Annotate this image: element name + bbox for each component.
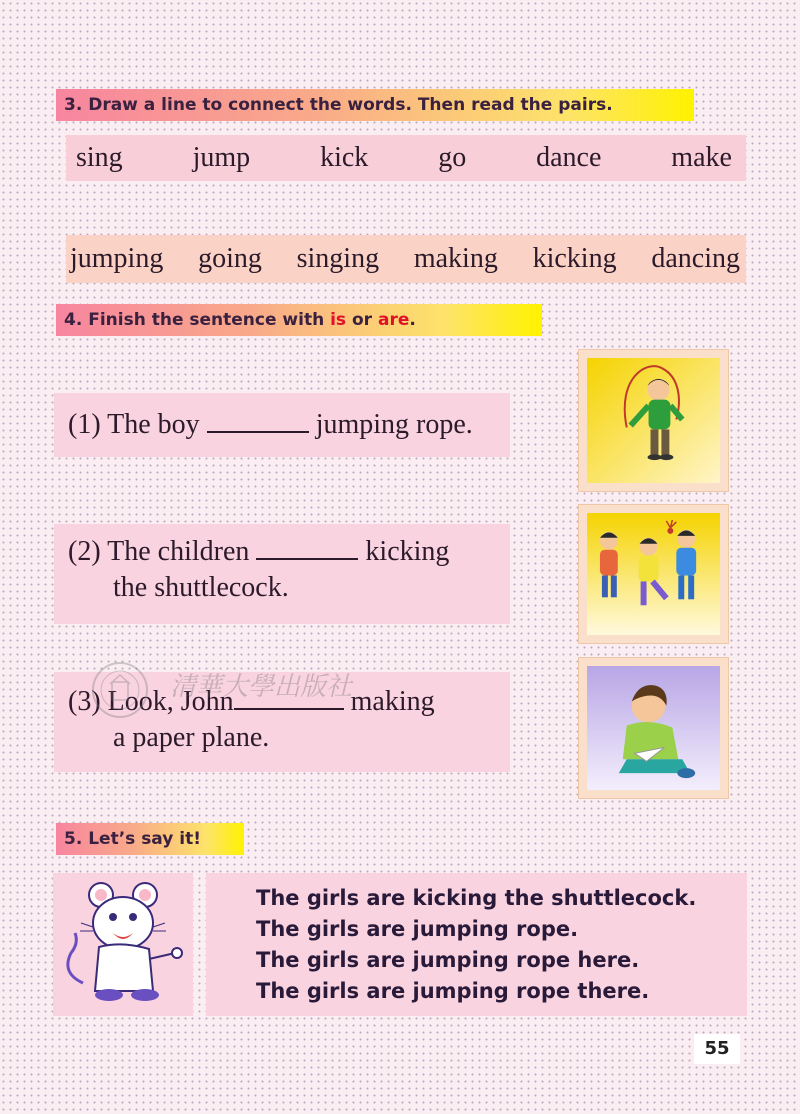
section-3-heading-text: 3. Draw a line to connect the words. Then read the pairs.: [64, 95, 613, 115]
sentence-1: [54, 393, 510, 457]
sentence-2-line-2: the shuttlecock.: [113, 572, 289, 603]
answer-blank-1[interactable]: [207, 407, 309, 433]
word-sing[interactable]: sing: [76, 142, 123, 173]
picture-children-kicking-shuttlecock: [578, 504, 729, 644]
sentence-1-end: jumping rope.: [308, 409, 473, 440]
chant-line-4: The girls are jumping rope there.: [256, 979, 650, 1003]
ing-verbs-row: [66, 235, 746, 283]
picture-boy-making-paper-plane: [578, 657, 729, 799]
word-making[interactable]: making: [413, 243, 498, 274]
section-4-heading-text: 4. Finish the sentence with: [64, 310, 331, 330]
mouse-character-icon: [53, 873, 193, 1016]
sentence-2: [54, 524, 510, 624]
word-kick[interactable]: kick: [320, 142, 369, 173]
watermark-text: 清華大學出版社: [170, 672, 353, 702]
word-dance[interactable]: dance: [536, 142, 602, 173]
page-number: 55: [694, 1034, 740, 1064]
answer-blank-3[interactable]: [234, 686, 344, 710]
sentence-2-start: (2) The children: [68, 536, 257, 567]
word-is: is: [330, 310, 347, 330]
chant-line-2: The girls are jumping rope.: [256, 917, 579, 941]
word-dancing[interactable]: dancing: [651, 243, 740, 274]
section-5-heading-text: 5. Let’s say it!: [64, 829, 201, 849]
boy-paper-plane-icon: [587, 666, 720, 790]
sentence-1-start: (1) The boy: [68, 409, 207, 440]
word-singing[interactable]: singing: [296, 243, 380, 274]
sentence-3-start: (3) Look, John: [68, 686, 234, 717]
word-or: or: [346, 310, 378, 330]
chant-line-3: The girls are jumping rope here.: [256, 948, 640, 972]
boy-jumping-rope-icon: [587, 358, 720, 483]
word-go[interactable]: go: [438, 142, 467, 173]
word-are: are: [377, 310, 410, 330]
section-4-heading: [56, 304, 542, 336]
sentence-3-line-2: a paper plane.: [113, 722, 270, 753]
word-jump[interactable]: jump: [192, 142, 251, 173]
mouse-illustration-box: [53, 873, 193, 1016]
answer-blank-2[interactable]: [256, 536, 358, 560]
section-5-heading: [56, 823, 244, 855]
word-going[interactable]: going: [198, 243, 262, 274]
children-kicking-icon: [587, 513, 720, 635]
base-verbs-row: [66, 135, 746, 181]
chant-line-1: The girls are kicking the shuttlecock.: [256, 886, 697, 910]
sentence-2-end: kicking: [358, 536, 450, 567]
sentence-3-end: making: [343, 686, 435, 717]
chant-box: [206, 873, 747, 1016]
sentence-3: [54, 672, 510, 772]
word-jumping[interactable]: jumping: [70, 243, 164, 274]
word-make[interactable]: make: [671, 142, 732, 173]
section-3-heading: [56, 89, 694, 121]
word-kicking[interactable]: kicking: [532, 243, 617, 274]
heading-period: .: [409, 310, 416, 330]
picture-boy-jumping-rope: [578, 349, 729, 492]
